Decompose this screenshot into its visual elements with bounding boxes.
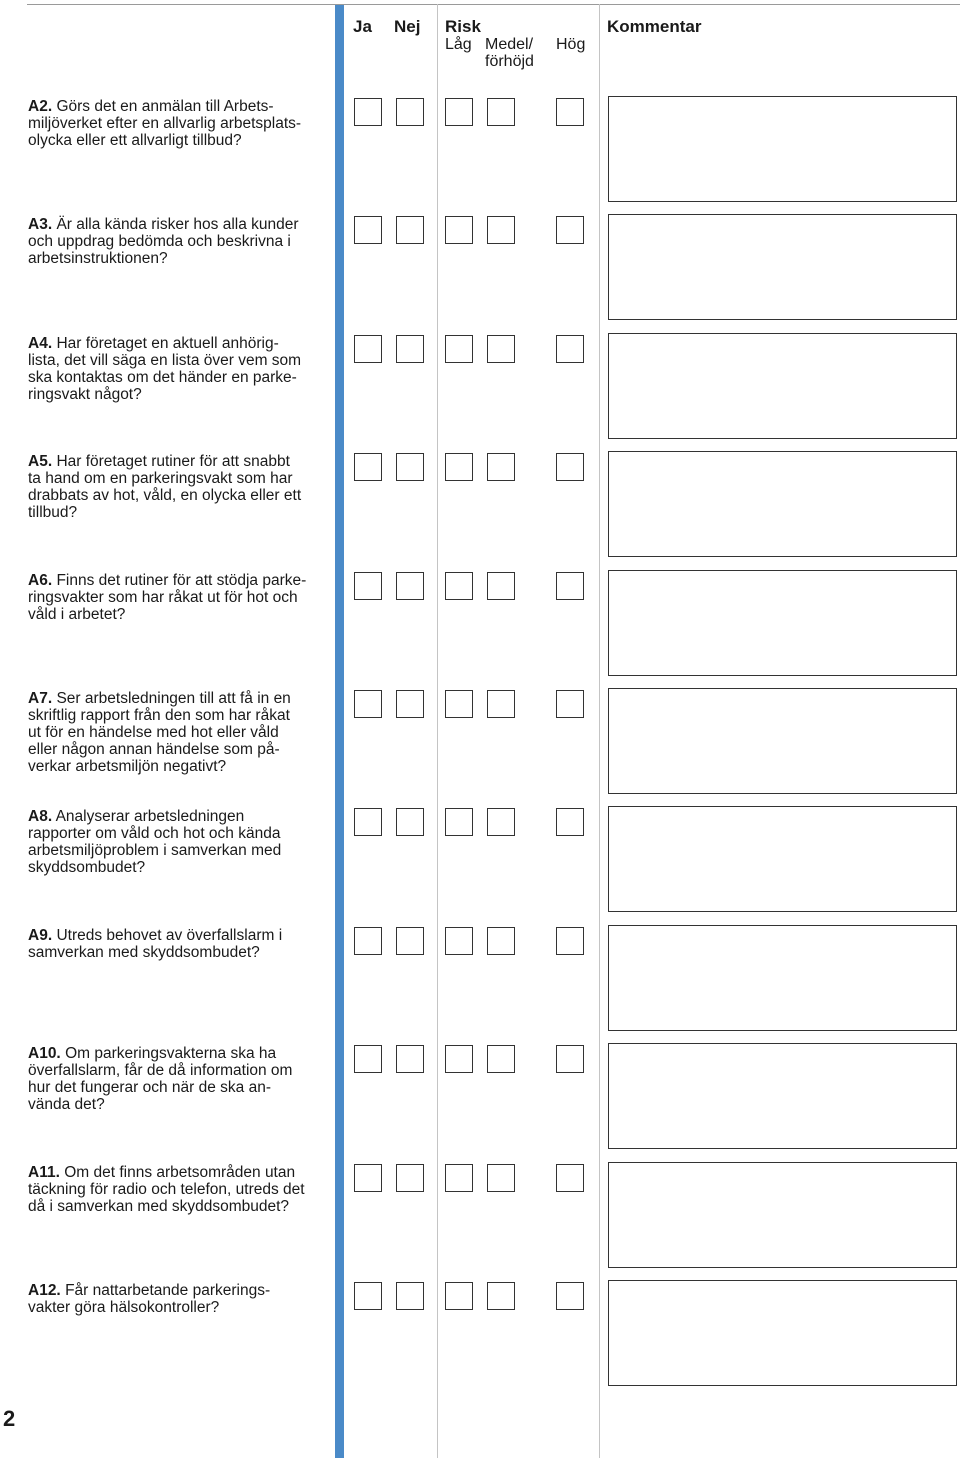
question-text [28, 1282, 328, 1316]
comment-box[interactable] [608, 1280, 957, 1386]
question-id: A9. [28, 927, 53, 944]
comment-box[interactable] [608, 688, 957, 794]
risk-hog-checkbox[interactable] [556, 453, 584, 481]
question-text [28, 98, 328, 149]
ja-checkbox[interactable] [354, 1045, 382, 1073]
question-body: Ser arbetsledningen till att få in en skriftlig rapport från den som har råkat ut för en händelse med hot eller våld eller någon annan händelse som på- verkar arbetsmiljön negativt? [28, 690, 291, 775]
risk-hog-checkbox[interactable] [556, 572, 584, 600]
question-id: A10. [28, 1045, 61, 1062]
question-id: A12. [28, 1282, 61, 1299]
risk-hog-checkbox[interactable] [556, 1045, 584, 1073]
question-body: Analyserar arbetsledningen rapporter om våld och hot och kända arbetsmiljöproblem i samverkan med skyddsombudet? [28, 808, 282, 876]
risk-hog-checkbox[interactable] [556, 216, 584, 244]
question-body: Om parkeringsvakterna ska ha överfallslarm, får de då information om hur det fungerar och när de ska an- vända det? [28, 1045, 293, 1113]
question-body: Om det finns arbetsområden utan täckning för radio och telefon, utreds det då i samverkan med skyddsombudet? [28, 1164, 305, 1215]
risk-hog-checkbox[interactable] [556, 98, 584, 126]
ja-checkbox[interactable] [354, 690, 382, 718]
ja-checkbox[interactable] [354, 98, 382, 126]
header-ja: Ja [353, 17, 372, 36]
question-text [28, 1045, 328, 1113]
risk-medel-checkbox[interactable] [487, 453, 515, 481]
header-nej: Nej [394, 17, 421, 36]
risk-lag-checkbox[interactable] [445, 927, 473, 955]
risk-lag-checkbox[interactable] [445, 98, 473, 126]
page-number: 2 [3, 1406, 16, 1431]
blue-margin-bar [335, 4, 344, 1458]
header-hog: Hög [556, 36, 586, 53]
risk-hog-checkbox[interactable] [556, 927, 584, 955]
question-body: Är alla kända risker hos alla kunder och uppdrag bedömda och beskrivna i arbetsinstruktionen? [28, 216, 299, 267]
risk-lag-checkbox[interactable] [445, 453, 473, 481]
ja-checkbox[interactable] [354, 927, 382, 955]
risk-lag-checkbox[interactable] [445, 1045, 473, 1073]
ja-checkbox[interactable] [354, 1164, 382, 1192]
risk-hog-checkbox[interactable] [556, 808, 584, 836]
risk-medel-checkbox[interactable] [487, 690, 515, 718]
nej-checkbox[interactable] [396, 572, 424, 600]
column-divider-comment [599, 4, 600, 1458]
risk-lag-checkbox[interactable] [445, 1164, 473, 1192]
header-lag: Låg [445, 36, 472, 53]
header-forhojd: förhöjd [485, 53, 534, 70]
column-divider-risk [437, 4, 438, 1458]
risk-medel-checkbox[interactable] [487, 335, 515, 363]
question-text [28, 808, 328, 876]
nej-checkbox[interactable] [396, 335, 424, 363]
question-text [28, 927, 328, 961]
question-id: A3. [28, 216, 53, 233]
ja-checkbox[interactable] [354, 335, 382, 363]
risk-lag-checkbox[interactable] [445, 216, 473, 244]
nej-checkbox[interactable] [396, 1164, 424, 1192]
risk-medel-checkbox[interactable] [487, 1282, 515, 1310]
risk-medel-checkbox[interactable] [487, 98, 515, 126]
top-rule [27, 4, 960, 5]
ja-checkbox[interactable] [354, 216, 382, 244]
ja-checkbox[interactable] [354, 453, 382, 481]
question-text [28, 572, 328, 623]
risk-medel-checkbox[interactable] [487, 1045, 515, 1073]
question-body: Får nattarbetande parkerings- vakter göra hälsokontroller? [28, 1282, 271, 1316]
comment-box[interactable] [608, 214, 957, 320]
question-text [28, 335, 328, 403]
risk-lag-checkbox[interactable] [445, 335, 473, 363]
comment-box[interactable] [608, 806, 957, 912]
ja-checkbox[interactable] [354, 808, 382, 836]
header-kommentar: Kommentar [607, 17, 702, 36]
comment-box[interactable] [608, 1162, 957, 1268]
question-body: Har företaget en aktuell anhörig- lista, det vill säga en lista över vem som ska kontaktas om det händer en parke- ringsvakt något? [28, 335, 302, 403]
risk-hog-checkbox[interactable] [556, 1164, 584, 1192]
nej-checkbox[interactable] [396, 216, 424, 244]
risk-medel-checkbox[interactable] [487, 216, 515, 244]
comment-box[interactable] [608, 570, 957, 676]
question-id: A2. [28, 98, 53, 115]
comment-box[interactable] [608, 925, 957, 1031]
risk-lag-checkbox[interactable] [445, 808, 473, 836]
header-medel: Medel/ [485, 36, 534, 53]
question-text [28, 690, 328, 775]
risk-medel-checkbox[interactable] [487, 927, 515, 955]
question-id: A8. [28, 808, 53, 825]
risk-medel-checkbox[interactable] [487, 572, 515, 600]
risk-hog-checkbox[interactable] [556, 690, 584, 718]
question-id: A4. [28, 335, 53, 352]
question-body: Har företaget rutiner för att snabbt ta hand om en parkeringsvakt som har drabbats av hot, våld, en olycka eller ett tillbud? [28, 453, 302, 521]
question-id: A5. [28, 453, 53, 470]
question-id: A7. [28, 690, 53, 707]
nej-checkbox[interactable] [396, 98, 424, 126]
nej-checkbox[interactable] [396, 453, 424, 481]
question-text [28, 453, 328, 521]
question-id: A11. [28, 1164, 60, 1181]
question-body: Utreds behovet av överfallslarm i samverkan med skyddsombudet? [28, 927, 283, 961]
nej-checkbox[interactable] [396, 1282, 424, 1310]
risk-lag-checkbox[interactable] [445, 1282, 473, 1310]
comment-box[interactable] [608, 1043, 957, 1149]
ja-checkbox[interactable] [354, 1282, 382, 1310]
nej-checkbox[interactable] [396, 927, 424, 955]
question-body: Finns det rutiner för att stödja parke- ringsvakter som har råkat ut för hot och våld i arbetet? [28, 572, 307, 623]
nej-checkbox[interactable] [396, 808, 424, 836]
risk-lag-checkbox[interactable] [445, 690, 473, 718]
risk-hog-checkbox[interactable] [556, 1282, 584, 1310]
header-risk: Risk [445, 17, 481, 36]
question-body: Görs det en anmälan till Arbets- miljöverket efter en allvarlig arbetsplats- olycka eller ett allvarligt tillbud? [28, 98, 302, 149]
risk-lag-checkbox[interactable] [445, 572, 473, 600]
risk-hog-checkbox[interactable] [556, 335, 584, 363]
risk-medel-checkbox[interactable] [487, 1164, 515, 1192]
comment-box[interactable] [608, 96, 957, 202]
question-text [28, 216, 328, 267]
nej-checkbox[interactable] [396, 690, 424, 718]
ja-checkbox[interactable] [354, 572, 382, 600]
question-text [28, 1164, 328, 1215]
question-id: A6. [28, 572, 53, 589]
comment-box[interactable] [608, 451, 957, 557]
risk-medel-checkbox[interactable] [487, 808, 515, 836]
nej-checkbox[interactable] [396, 1045, 424, 1073]
comment-box[interactable] [608, 333, 957, 439]
